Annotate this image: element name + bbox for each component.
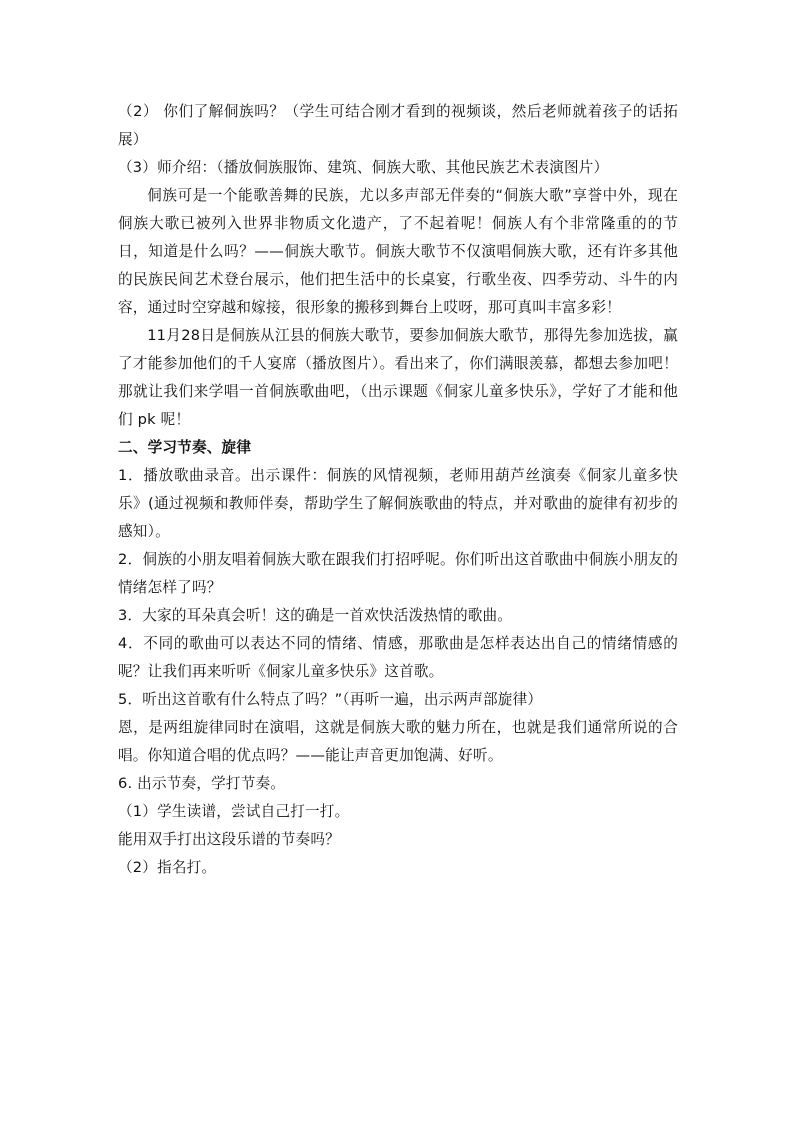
list-item-3: 3．大家的耳朵真会听！这的确是一首欢快活泼热情的歌曲。 [118,607,513,624]
paragraph-dong-culture: 侗族可是一个能歌善舞的民族，尤以多声部无伴奏的“侗族大歌”享誉中外，现在侗族大歌已被列入世界非物质文化遗产，了不起着呢！侗族人有个非常隆重的的节日，知道是什么吗？——侗族大歌节。侗族大歌节不仅演唱侗族大歌，还有许多其他的民族民间艺术登台展示，他们把生活中的长桌宴，行歌坐夜、四季劳动、斗牛的内容，通过时空穿越和嫁接，很形象的搬移到舞台上哎呀，那可真叫丰富多彩！ [118,187,678,316]
paragraph-clap-question: 能用双手打出这段乐谱的节奏吗？ [118,831,340,848]
list-item-4: 4．不同的歌曲可以表达不同的情绪、情感，那歌曲是怎样表达出自己的情绪情感的呢？让我们再来听听《侗家儿童多快乐》这首歌。 [118,635,678,680]
list-item-5: 5．听出这首歌有什么特点了吗？”（再听一遍，出示两声部旋律） [118,691,543,708]
sub-item-2: （2）指名打。 [118,859,217,876]
sub-item-1: （1）学生读谱，尝试自己打一打。 [118,803,350,820]
paragraph-festival: 11月28日是侗族从江县的侗族大歌节，要参加侗族大歌节，那得先参加选拔，赢了才能参加他们的千人宴席（播放图片）。看出来了，你们满眼羡慕，都想去参加吧！那就让我们来学唱一首侗族歌曲吧，（出示课题《侗家儿童多快乐》，学好了才能和他们 pk 呢！ [118,327,678,428]
document-body [118,98,678,882]
paragraph-chorus: 恩，是两组旋律同时在演唱，这就是侗族大歌的魅力所在，也就是我们通常所说的合唱。你知道合唱的优点吗？——能让声音更加饱满、好听。 [118,719,678,764]
paragraph-teacher-intro: （3）师介绍：（播放侗族服饰、建筑、侗族大歌、其他民族艺术表演图片） [118,159,609,176]
list-item-6: 6. 出示节奏，学打节奏。 [118,775,286,792]
list-item-1: 1．播放歌曲录音。出示课件：侗族的风情视频，老师用葫芦丝演奏《侗家儿童多快乐》(通过视频和教师伴奏，帮助学生了解侗族歌曲的特点，并对歌曲的旋律有初步的感知）。 [118,467,678,540]
paragraph-question-2: （2） 你们了解侗族吗？（学生可结合刚才看到的视频谈，然后老师就着孩子的话拓展） [118,103,678,148]
list-item-2: 2．侗族的小朋友唱着侗族大歌在跟我们打招呼呢。你们听出这首歌曲中侗族小朋友的情绪怎样了吗？ [118,551,678,596]
section-heading-rhythm-melody: 二、学习节奏、旋律 [118,439,252,456]
